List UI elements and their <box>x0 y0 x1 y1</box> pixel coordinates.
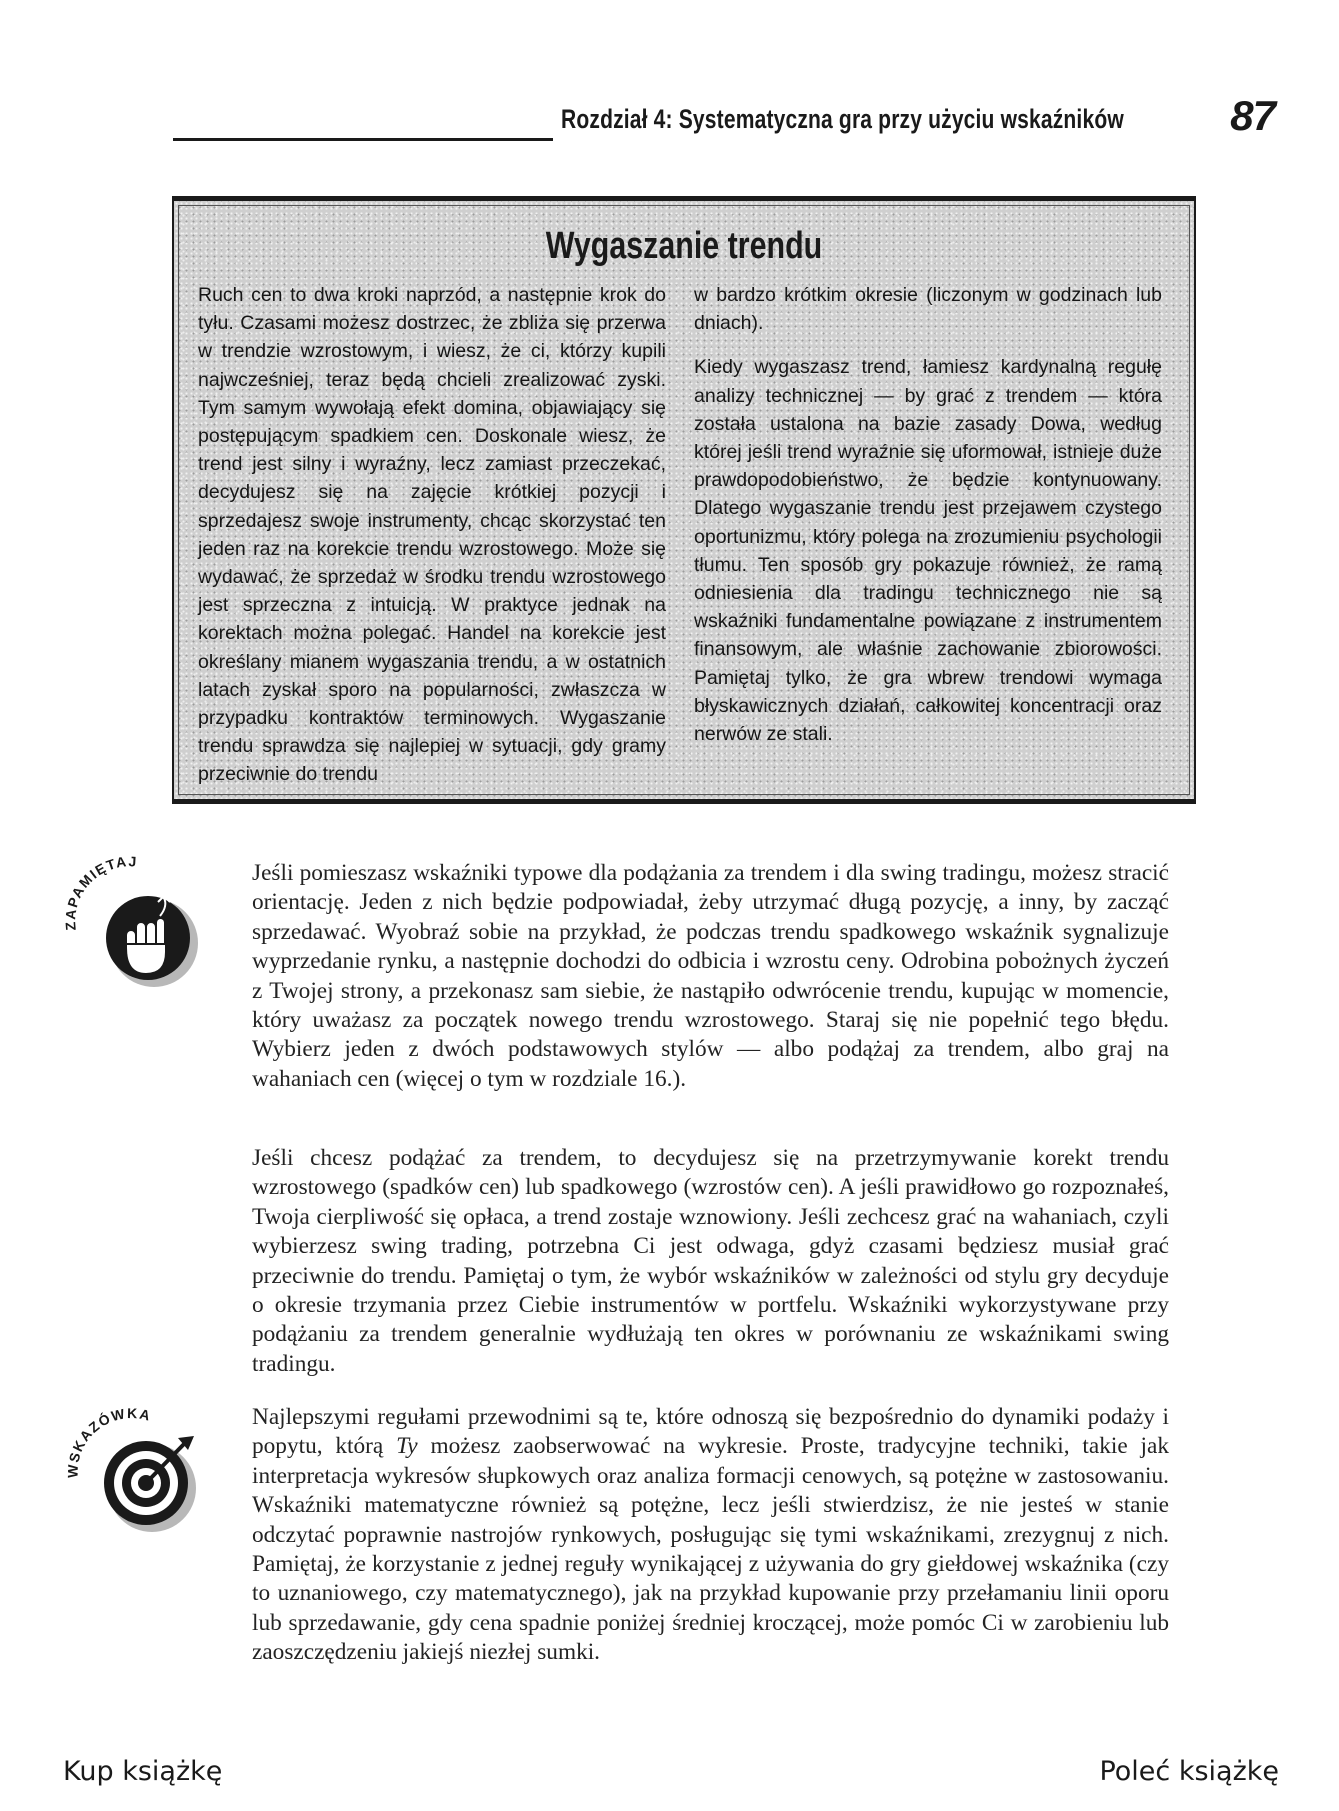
buy-book-link[interactable]: Kup książkę <box>63 1756 223 1787</box>
emphasis-text: Ty <box>396 1433 418 1460</box>
paragraph-text: Jeśli chcesz podążać za trendem, to decydujesz się na przetrzymywanie korekt trendu wzrostowego (spadków cen) lub spadkowego (wzrostów cen). A jeśli prawidłowo go rozpoznałeś, Twoja cierpliwość się opłaca, a trend zostaje wznowiony. Jeśli zechcesz grać na wahaniach, czyli wybierzesz swing trading, potrzebna Ci jest odwaga, gdyż czasami będziesz musiał grać przeciwnie do trendu. Pamiętaj o tym, że wybór wskaźników w zależności od stylu gry decyduje o okresie trzymania przez Ciebie instrumentów w portfelu. Wskaźniki wykorzystywane przy podążaniu za trendem generalnie wydłużają ten okres w porównaniu ze wskaźnikami swing tradingu. <box>252 1145 1169 1377</box>
sidebar-left-column <box>198 281 666 805</box>
chapter-title: Rozdział 4: Systematyczna gra przy użyciu wskaźników <box>561 104 1124 134</box>
sidebar-paragraph: Kiedy wygaszasz trend, łamiesz kardynalną regułę analizy technicznej — by grać z trendem — która została ustalona na bazie zasady Dowa, według której jeśli trend wyraźnie się uformował, istnieje duże prawdopodobieństwo, że będzie kontynuowany. Dlatego wygaszanie trendu jest przejawem czystego oportunizmu, który polega na zrozumieniu psychologii tłumu. Ten sposób gry pokazuje również, że ramą odniesienia dla tradingu technicznego nie są wskaźniki fundamentalne powiązane z instrumentem finansowym, ale właśnie zachowanie zbiorowości. Pamiętaj tylko, że gra wbrew trendowi wymaga błyskawicznych działań, całkowitej koncentracji oraz nerwów ze stali. <box>694 356 1162 746</box>
remember-icon-label: ZAPAMIĘTAJ <box>62 853 139 932</box>
recommend-book-link[interactable]: Poleć książkę <box>1099 1756 1279 1787</box>
body-paragraph-1 <box>252 859 1169 1094</box>
hand-icon <box>60 852 200 992</box>
body-paragraph-3 <box>252 1403 1169 1668</box>
page-header <box>173 92 1275 146</box>
sidebar-paragraph: Ruch cen to dwa kroki naprzód, a następnie krok do tyłu. Czasami możesz dostrzec, że zbliża się przerwa w trendzie wzrostowym, i wiesz, że ci, którzy kupili najwcześniej, teraz będą chcieli zrealizować zyski. Tym samym wywołają efekt domina, objawiający się postępującym spadkiem cen. Doskonale wiesz, że trend jest silny i wyraźny, lecz zamiast przeczekać, decydujesz się na zajęcie krótkiej pozycji i sprzedajesz swoje instrumenty, chcąc skorzystać ten jeden raz na korekcie trendu wzrostowego. Może się wydawać, że sprzedaż w środku trendu wzrostowego jest sprzeczna z intuicją. W praktyce jednak na korektach można polegać. Handel na korekcie jest określany mianem wygaszania trendu, a w ostatnich latach zyskał sporo na popularności, zwłaszcza w przypadku kontraktów terminowych. Wygaszanie trendu sprawdza się najlepiej w sytuacji, gdy gramy przeciwnie do trendu <box>198 284 666 786</box>
paragraph-text-part: możesz zaobserwować na wykresie. Proste, tradycyjne techniki, takie jak interpretacja wykresów słupkowych oraz analiza formacji cenowych, są potężne w zastosowaniu. Wskaźniki matematyczne również są potężne, lecz jeśli stwierdzisz, że nie jesteś w stanie odczytać poprawnie nastrojów rynkowych, posługując się tymi wskaźnikami, zrezygnuj z nich. Pamiętaj, że korzystanie z jednej reguły wynikającej z używania do gry giełdowej wskaźnika (czy to uznaniowego, czy matematycznego), jak na przykład kupowanie przy przełamaniu linii oporu lub sprzedawanie, gdy cena spadnie poniżej średniej kroczącej, może pomóc Ci w zarobieniu lub zaoszczędzeniu jakiejś niezłej sumki. <box>252 1433 1170 1666</box>
sidebar-right-column <box>694 281 1162 764</box>
target-icon <box>60 1398 200 1538</box>
sidebar-box <box>172 196 1196 804</box>
body-paragraph-2 <box>252 1144 1169 1379</box>
paragraph-text: Jeśli pomieszasz wskaźniki typowe dla podążania za trendem i dla swing tradingu, możesz stracić orientację. Jeden z nich będzie podpowiadał, żeby utrzymać długą pozycję, a inny, by zacząć sprzedawać. Wyobraź sobie na przykład, że podczas trendu spadkowego wskaźnik sygnalizuje wyprzedanie rynku, a następnie dochodzi do odbicia i wzrostu ceny. Odrobina pobożnych życzeń z Twojej strony, a przekonasz sam siebie, że nastąpiło odwrócenie trendu, kupując w momencie, który uważasz za początek nowego trendu wzrostowego. Staraj się nie popełnić tego błędu. Wybierz jeden z dwóch podstawowych stylów — albo podążaj za trendem, albo graj na wahaniach cen (więcej o tym w rozdziale 16.). <box>252 860 1169 1092</box>
paragraph-text-part: Najlepszymi regułami przewodnimi są te, które odnoszą się bezpośrednio do dynamiki podaży i popytu, którą <box>252 1404 1169 1460</box>
header-rule <box>173 138 553 141</box>
sidebar-paragraph: w bardzo krótkim okresie (liczonym w godzinach lub dniach). <box>694 284 1162 335</box>
tip-icon-label: WSKAZÓWKA <box>64 1404 154 1479</box>
paragraph-text <box>252 1403 1169 1668</box>
sidebar-title: Wygaszanie trendu <box>545 225 823 267</box>
page-number: 87 <box>1230 92 1275 139</box>
